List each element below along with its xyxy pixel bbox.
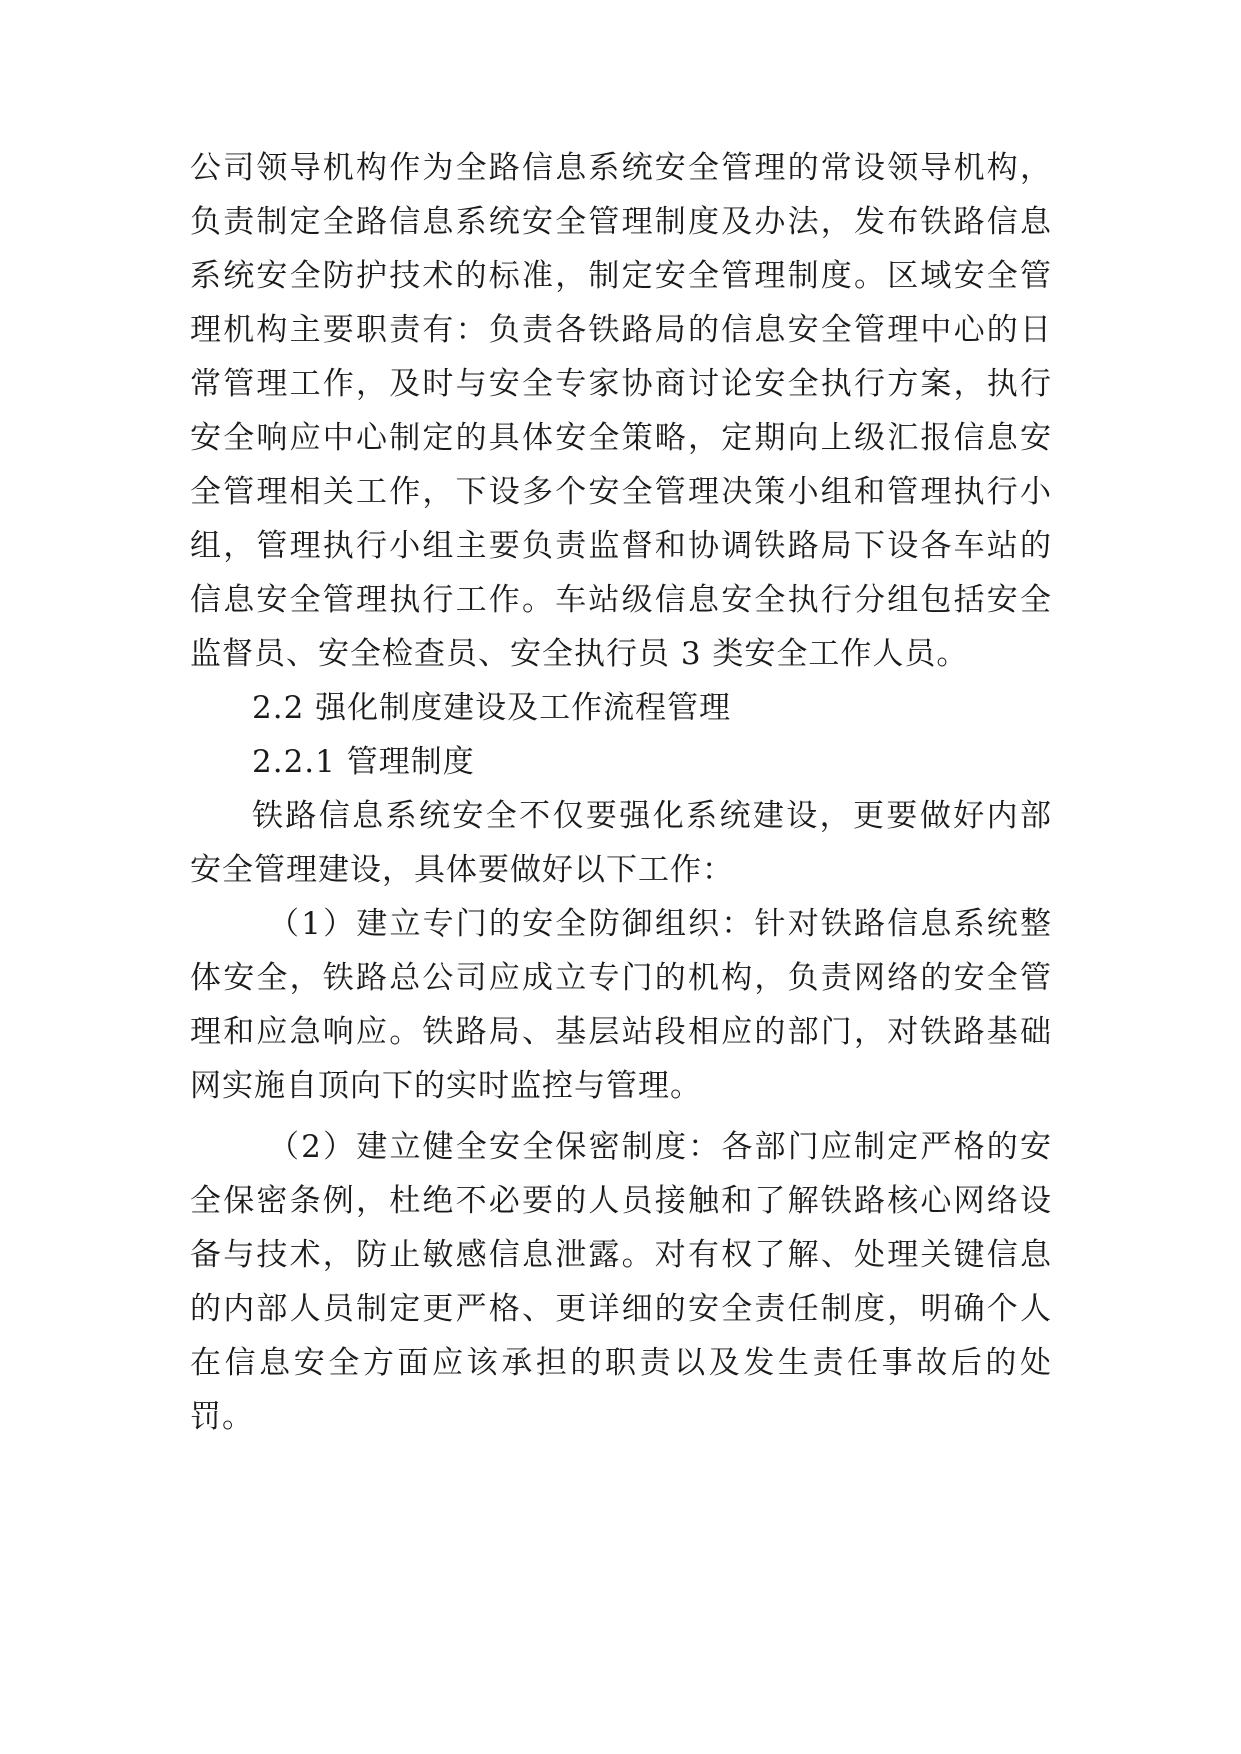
body-text-line: 在信息安全方面应该承担的职责以及发生责任事故后的处 xyxy=(190,1345,1052,1381)
subsection-heading: 2.2.1 管理制度 xyxy=(252,744,475,780)
body-text-line: 理机构主要职责有：负责各铁路局的信息安全管理中心的日 xyxy=(190,312,1052,348)
body-text-line: 的内部人员制定更严格、更详细的安全责任制度，明确个人 xyxy=(190,1291,1052,1327)
section-heading: 2.2 强化制度建设及工作流程管理 xyxy=(252,690,732,726)
body-text-line: 理和应急响应。铁路局、基层站段相应的部门，对铁路基础 xyxy=(190,1014,1052,1050)
body-text-line: 体安全，铁路总公司应成立专门的机构，负责网络的安全管 xyxy=(190,960,1052,996)
list-item-line: （1）建立专门的安全防御组织：针对铁路信息系统整 xyxy=(268,906,1052,942)
body-text-line: 常管理工作，及时与安全专家协商讨论安全执行方案，执行 xyxy=(190,366,1052,402)
body-text-line: 监督员、安全检查员、安全执行员 3 类安全工作人员。 xyxy=(190,636,969,672)
body-text-line: 罚。 xyxy=(190,1399,254,1435)
body-text-line: 安全响应中心制定的具体安全策略，定期向上级汇报信息安 xyxy=(190,420,1052,456)
list-item-line: （2）建立健全安全保密制度：各部门应制定严格的安 xyxy=(268,1129,1052,1165)
body-text-line: 网实施自顶向下的实时监控与管理。 xyxy=(190,1068,702,1104)
body-text-line: 全保密条例，杜绝不必要的人员接触和了解铁路核心网络设 xyxy=(190,1183,1052,1219)
body-text-line: 备与技术，防止敏感信息泄露。对有权了解、处理关键信息 xyxy=(190,1237,1052,1273)
body-text-line: 系统安全防护技术的标准，制定安全管理制度。区域安全管 xyxy=(190,258,1052,294)
body-text-line: 安全管理建设，具体要做好以下工作： xyxy=(190,852,734,888)
body-text-line: 全管理相关工作，下设多个安全管理决策小组和管理执行小 xyxy=(190,474,1052,510)
body-text-line: 组，管理执行小组主要负责监督和协调铁路局下设各车站的 xyxy=(190,528,1052,564)
body-text-line: 负责制定全路信息系统安全管理制度及办法，发布铁路信息 xyxy=(190,204,1052,240)
body-text-line: 铁路信息系统安全不仅要强化系统建设，更要做好内部 xyxy=(252,798,1052,834)
body-text-line: 信息安全管理执行工作。车站级信息安全执行分组包括安全 xyxy=(190,582,1052,618)
body-text-line: 公司领导机构作为全路信息系统安全管理的常设领导机构， xyxy=(190,150,1052,186)
